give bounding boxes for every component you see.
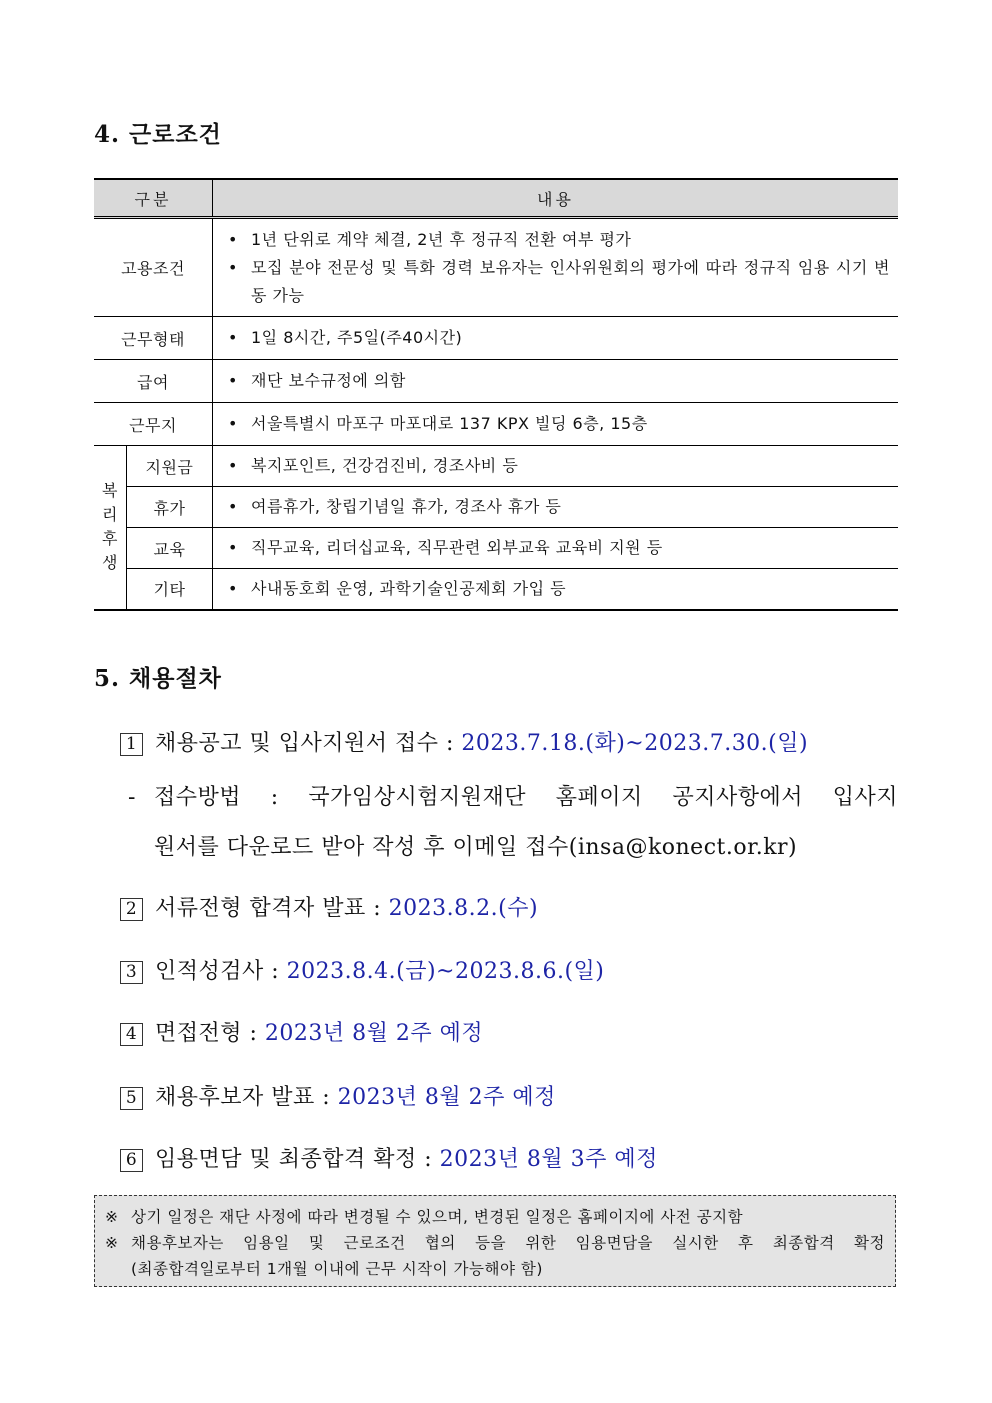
step-number: 2 xyxy=(120,898,143,921)
list-item: • 모집 분야 전문성 및 특화 경력 보유자는 인사위원회의 평가에 따라 정규직 임용 시기 변동 가능 xyxy=(221,254,890,310)
table-row xyxy=(94,317,898,360)
list-item: • 1년 단위로 계약 체결, 2년 후 정규직 전환 여부 평가 xyxy=(221,226,890,254)
row-label-salary: 급여 xyxy=(94,360,213,403)
row-content-employment xyxy=(213,218,899,317)
table-header-row xyxy=(94,179,898,218)
step-number: 4 xyxy=(120,1023,143,1046)
row-label-location: 근무지 xyxy=(94,403,213,446)
step-4: 4 면접전형 : 2023년 8월 2주 예정 xyxy=(120,1016,483,1047)
step-5: 5 채용후보자 발표 : 2023년 8월 2주 예정 xyxy=(120,1080,556,1111)
welfare-sub-label: 휴가 xyxy=(126,487,212,528)
step-number: 5 xyxy=(120,1087,143,1110)
welfare-sub-label: 기타 xyxy=(126,569,212,610)
list-item: • 서울특별시 마포구 마포대로 137 KPX 빌딩 6층, 15층 xyxy=(221,410,890,438)
table-row xyxy=(94,528,898,569)
table-row xyxy=(94,569,898,610)
step-date: 2023.8.4.(금)~2023.8.6.(일) xyxy=(286,959,605,984)
list-item: • 직무교육, 리더십교육, 직무관련 외부교육 교육비 지원 등 xyxy=(221,534,890,562)
step-1: 1 채용공고 및 입사지원서 접수 : 2023.7.18.(화)~2023.7.30.(일) xyxy=(120,726,808,757)
row-label-employment: 고용조건 xyxy=(94,218,213,317)
table-row xyxy=(94,446,898,487)
welfare-sub-label: 지원금 xyxy=(126,446,212,487)
step-3: 3 인적성검사 : 2023.8.4.(금)~2023.8.6.(일) xyxy=(120,954,604,985)
step-date: 2023년 8월 2주 예정 xyxy=(264,1021,484,1046)
header-category: 구분 xyxy=(94,179,213,218)
table-row xyxy=(94,403,898,446)
welfare-sub-label: 교육 xyxy=(126,528,212,569)
table-row xyxy=(94,360,898,403)
table-row xyxy=(94,487,898,528)
notice-1: ※ 상기 일정은 재단 사정에 따라 변경될 수 있으며, 변경된 일정은 홈페이지에 사전 공지함 xyxy=(105,1204,885,1230)
step-date: 2023년 8월 2주 예정 xyxy=(337,1085,556,1110)
step-number: 6 xyxy=(120,1149,143,1172)
section-4-title: 4. 근로조건 xyxy=(94,121,222,148)
step-2: 2 서류전형 합격자 발표 : 2023.8.2.(수) xyxy=(120,891,538,922)
step-date: 2023.7.18.(화)~2023.7.30.(일) xyxy=(461,731,809,756)
application-method: - 접수방법 : 국가임상시험지원재단 홈페이지 공지사항에서 입사지 원서를 다운로드 받아 작성 후 이메일 접수(insa@konect.or.kr) xyxy=(128,785,898,860)
section-5-title: 5. 채용절차 xyxy=(94,665,222,692)
step-number: 3 xyxy=(120,961,143,984)
working-conditions-table xyxy=(94,178,898,611)
reference-mark-icon: ※ xyxy=(105,1208,119,1226)
list-item: • 재단 보수규정에 의함 xyxy=(221,367,890,395)
step-date: 2023.8.2.(수) xyxy=(388,896,539,921)
list-item: • 여름휴가, 창립기념일 휴가, 경조사 휴가 등 xyxy=(221,493,890,521)
row-label-worktype: 근무형태 xyxy=(94,317,213,360)
step-number: 1 xyxy=(120,733,143,756)
step-date: 2023년 8월 3주 예정 xyxy=(439,1147,658,1172)
list-item: • 사내동호회 운영, 과학기술인공제회 가입 등 xyxy=(221,575,890,603)
table-row xyxy=(94,218,898,317)
list-item: • 복지포인트, 건강검진비, 경조사비 등 xyxy=(221,452,890,480)
notice-2: ※ 채용후보자는 임용일 및 근로조건 협의 등을 위한 임용면담을 실시한 후 최종합격 확정 xyxy=(105,1230,885,1256)
header-content: 내용 xyxy=(213,179,899,218)
reference-mark-icon: ※ xyxy=(105,1234,119,1252)
notice-2-continued: (최종합격일로부터 1개월 이내에 근무 시작이 가능해야 함) xyxy=(131,1260,543,1278)
welfare-label: 복 리 후 생 xyxy=(94,446,126,610)
step-6: 6 임용면담 및 최종합격 확정 : 2023년 8월 3주 예정 xyxy=(120,1142,658,1173)
notice-box xyxy=(94,1195,896,1287)
list-item: • 1일 8시간, 주5일(주40시간) xyxy=(221,324,890,352)
